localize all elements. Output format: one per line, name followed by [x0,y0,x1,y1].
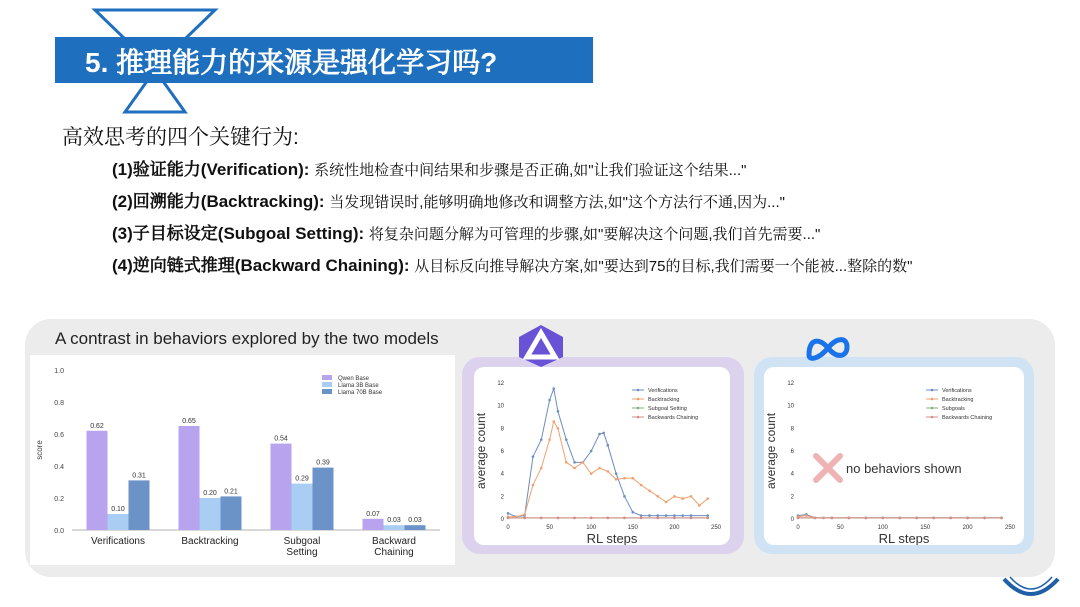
legend-label: Llama 3B Base [338,383,379,389]
bar [179,426,200,530]
lab-seal-icon [1000,575,1062,605]
y-tick-label: 12 [787,381,794,387]
x-axis-label: RL steps [586,531,638,545]
data-point [648,514,651,517]
y-tick-label: 4 [790,471,794,478]
y-axis-label: score [35,440,44,460]
bar [200,498,221,530]
data-point [706,514,709,517]
intro-text: 高效思考的四个关键行为: [62,126,299,149]
legend-label: Verifications [942,388,972,394]
data-point [898,517,901,520]
legend-marker [931,407,934,410]
x-tick-label: 0 [506,525,510,531]
data-point [523,513,526,516]
data-point [640,514,643,517]
x-axis-label: RL steps [878,531,930,545]
data-point [698,504,701,507]
data-point [590,517,593,520]
y-axis-label: average count [474,412,488,490]
behavior-item [112,155,746,180]
bar [221,496,242,530]
y-tick-label: 0 [500,517,504,523]
data-label: 0.39 [316,459,330,467]
data-label: 0.10 [111,506,125,513]
meta-logo-icon [805,333,851,363]
data-point [865,517,868,520]
bar-chart [30,355,455,565]
data-point [623,495,626,498]
data-point [548,399,551,402]
data-point [602,432,605,435]
y-tick-label: 2 [500,494,504,501]
data-point [540,517,543,520]
data-point [573,467,576,470]
y-tick-label: 0.0 [54,528,64,535]
data-point [706,517,709,520]
data-label: 0.31 [132,472,146,480]
data-point [565,461,568,464]
bar [405,525,426,530]
data-point [607,517,610,520]
bar [129,480,150,530]
bar [292,484,313,530]
y-tick-label: 12 [497,381,504,387]
data-point [590,472,593,475]
data-point [690,495,693,498]
bar [271,444,292,530]
behavior-head: (4)逆向链式推理(Backward Chaining): [112,256,410,275]
y-tick-label: 6 [790,449,794,455]
bar [363,519,384,530]
legend-marker [637,416,640,419]
y-tick-label: 0.4 [54,464,64,471]
data-label: 0.54 [274,435,288,443]
x-tick-label: 50 [546,525,553,531]
legend-marker [637,389,640,392]
data-point [932,517,935,520]
legend-label: Backwards Chaining [942,415,993,421]
page-title: 5. 推理能力的来源是强化学习吗? [85,47,498,78]
x-tick-label: Backtracking [181,536,239,547]
qwen-logo-icon [516,323,566,369]
behavior-item [112,251,912,276]
panel-caption: A contrast in behaviors explored by the two models [55,329,439,348]
data-point [690,514,693,517]
x-tick-label: 150 [920,525,931,531]
x-tick-label: Setting [286,547,318,558]
data-point [557,517,560,520]
data-point [640,517,643,520]
legend-marker [637,398,640,401]
legend-label: Llama 70B Base [338,390,383,396]
bar [108,514,129,530]
y-tick-label: 2 [790,494,794,501]
cross-icon [816,456,840,480]
data-point [848,517,851,520]
x-tick-label: 250 [1004,525,1016,531]
legend-marker [931,389,934,392]
data-point [706,497,709,500]
legend-marker [931,398,934,401]
legend-label: Backwards Chaining [648,415,699,421]
data-point [690,517,693,520]
data-label: 0.20 [203,490,217,497]
data-label: 0.65 [182,418,196,425]
data-point [552,420,555,423]
y-tick-label: 8 [790,426,794,433]
data-point [623,477,626,480]
x-tick-label: 200 [962,525,973,531]
y-tick-label: 8 [500,426,504,433]
data-label: 0.07 [366,510,380,518]
data-point [573,517,576,520]
qwen-chart-area [474,367,730,545]
y-axis-label: average count [764,412,778,490]
data-point [598,467,601,470]
data-point [665,514,668,517]
legend-label: Verifications [648,388,678,394]
data-point [552,387,555,390]
data-point [565,438,568,441]
x-tick-label: Verifications [91,536,145,547]
data-point [814,517,817,520]
bar [313,468,334,530]
data-point [665,501,668,504]
data-point [590,450,593,453]
data-point [656,495,659,498]
data-point [915,517,918,520]
x-tick-label: 100 [586,525,597,531]
data-point [573,461,576,464]
x-tick-label: Subgoal [283,536,321,547]
y-tick-label: 1.0 [54,368,64,375]
data-label: 0.03 [408,517,422,525]
data-point [673,517,676,520]
series-line [508,422,708,517]
x-tick-label: 150 [627,525,638,531]
behavior-desc: 当发现错误时,能够明确地修改和调整方法,如"这个方法行不通,因为..." [329,194,785,211]
data-point [656,517,659,520]
annotation-label: no behaviors shown [846,461,962,476]
legend-label: Backtracking [648,397,680,403]
x-tick-label: 50 [837,525,844,531]
legend-label: Backtracking [942,397,974,403]
y-tick-label: 0 [790,517,794,523]
data-point [557,427,560,430]
data-point [640,484,643,487]
llama-line-chart [764,367,1024,545]
bar [87,431,108,530]
data-point [983,517,986,520]
legend-marker [637,407,640,410]
behavior-item [112,219,820,244]
data-point [681,514,684,517]
behavior-head: (1)验证能力(Verification): [112,160,310,179]
legend-label: Subgoals [942,406,965,412]
data-label: 0.03 [387,517,401,525]
data-point [607,470,610,473]
data-label: 0.62 [90,422,104,430]
y-tick-label: 10 [787,403,794,410]
x-tick-label: 0 [796,525,800,531]
y-tick-label: 6 [500,449,504,455]
data-point [673,514,676,517]
y-tick-label: 0.2 [54,496,64,503]
legend-swatch [322,389,332,394]
data-point [598,433,601,436]
data-point [673,495,676,498]
data-point [607,444,610,447]
data-point [523,517,526,520]
data-point [648,489,651,492]
data-point [1000,517,1003,520]
behavior-desc: 从目标反向推导解决方案,如"要达到75的目标,我们需要一个能被...整除的数" [414,258,913,275]
y-tick-label: 4 [500,471,504,478]
behavior-desc: 系统性地检查中间结果和步骤是否正确,如"让我们验证这个结果..." [314,162,747,179]
x-tick-label: 100 [877,525,888,531]
qwen-line-chart [474,367,730,545]
data-point [507,512,510,515]
data-point [882,517,885,520]
x-tick-label: Backward [372,536,416,547]
data-point [949,517,952,520]
data-point [615,472,618,475]
data-point [615,478,618,481]
data-point [532,484,535,487]
behavior-head: (2)回溯能力(Backtracking): [112,192,325,211]
legend-marker [931,416,934,419]
y-tick-label: 0.6 [54,432,64,439]
data-point [966,517,969,520]
legend-label: Qwen Base [338,376,370,382]
data-point [656,514,659,517]
bar [384,525,405,530]
data-point [623,517,626,520]
behavior-item [112,187,785,212]
data-point [532,455,535,458]
data-point [632,477,635,480]
data-point [557,410,560,413]
y-tick-label: 10 [497,403,504,410]
legend-label: Subgoal Setting [648,406,687,412]
x-tick-label: Chaining [374,547,414,558]
behavior-head: (3)子目标设定(Subgoal Setting): [112,224,365,243]
data-point [548,438,551,441]
data-point [632,511,635,514]
data-label: 0.29 [295,475,309,483]
data-point [540,467,543,470]
behavior-desc: 将复杂问题分解为可管理的步骤,如"要解决这个问题,我们首先需要..." [368,226,821,243]
data-point [681,497,684,500]
x-tick-label: 200 [669,525,680,531]
bar-chart-card [30,355,455,565]
data-point [805,514,808,517]
data-point [831,517,834,520]
data-point [507,517,510,520]
data-point [582,461,585,464]
data-label: 0.21 [224,488,238,496]
llama-chart-area [764,367,1024,545]
data-point [540,438,543,441]
y-tick-label: 0.8 [54,400,64,407]
x-tick-label: 250 [710,525,722,531]
legend-swatch [322,382,332,387]
data-point [797,517,800,520]
legend-swatch [322,375,332,380]
